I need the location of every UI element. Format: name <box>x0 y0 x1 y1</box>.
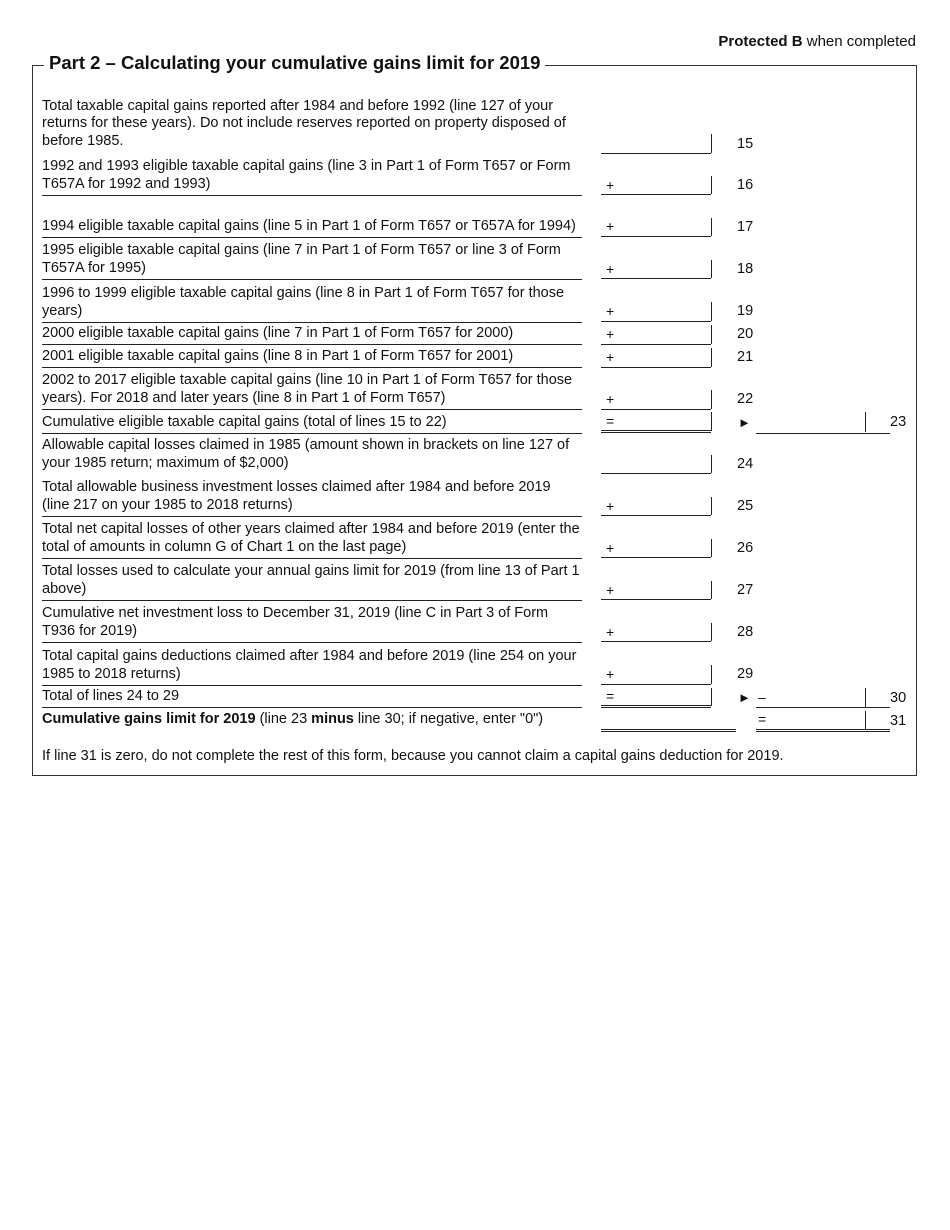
line-24-input[interactable] <box>601 472 711 474</box>
line-19-sign: + <box>606 303 615 319</box>
line-18-description: 1995 eligible taxable capital gains (line 7 in Part 1 of Form T657 or line 3 of Form T657A for 1995) <box>42 242 561 276</box>
line-30-number: 30 <box>890 690 907 706</box>
line-30-subtotal[interactable] <box>601 704 711 708</box>
line-30-description: Total of lines 24 to 29 <box>42 687 180 704</box>
line-28-number: 28 <box>737 624 754 640</box>
line-27-divider <box>711 581 712 599</box>
line-30-minus-sign: – <box>758 689 766 705</box>
line-31-right-divider <box>865 711 866 730</box>
line-20-input[interactable] <box>601 343 711 345</box>
line-20-number: 20 <box>737 326 754 342</box>
line-22-number: 22 <box>737 391 754 407</box>
line-21-number: 21 <box>737 349 754 365</box>
line-17-row <box>42 196 582 238</box>
line-16-sign: + <box>606 177 615 193</box>
line-15-description: Total taxable capital gains reported after 1984 and before 1992 (line 127 of your returns for these years). Do not include reserves reported on property disposed of before 1985. <box>42 97 566 149</box>
line-29-row <box>42 643 582 686</box>
line-16-row <box>42 154 582 196</box>
line-30-input[interactable] <box>756 706 890 708</box>
line-18-input[interactable] <box>601 277 711 279</box>
line-21-input[interactable] <box>601 366 711 368</box>
line-18-divider <box>711 260 712 278</box>
line-30-arrow-icon: ► <box>738 690 751 705</box>
line-21-description: 2001 eligible taxable capital gains (line 8 in Part 1 of Form T657 for 2001) <box>42 347 514 364</box>
line-21-sign: + <box>606 349 615 365</box>
line-23-description: Cumulative eligible taxable capital gains (total of lines 15 to 22) <box>42 413 447 430</box>
line-28-input[interactable] <box>601 640 711 642</box>
line-25-description: Total allowable business investment losses claimed after 1984 and before 2019 (line 217 on your 1985 to 2018 returns) <box>42 479 551 513</box>
line-29-number: 29 <box>737 666 754 682</box>
line-17-sign: + <box>606 218 615 234</box>
line-26-sign: + <box>606 540 615 556</box>
line-28-description: Cumulative net investment loss to December 31, 2019 (line C in Part 3 of Form T936 for 2019) <box>42 605 549 639</box>
line-21-divider <box>711 348 712 367</box>
line-30-sign: = <box>606 688 615 704</box>
line-19-number: 19 <box>737 303 754 319</box>
line-21-row <box>42 345 582 368</box>
line-19-description: 1996 to 1999 eligible taxable capital gains (line 8 in Part 1 of Form T657 for those years) <box>42 285 565 319</box>
line-17-number: 17 <box>737 219 754 235</box>
line-19-divider <box>711 302 712 321</box>
line-22-sign: + <box>606 391 615 407</box>
protected-b-label: Protected B when completed <box>718 33 916 50</box>
line-28-divider <box>711 623 712 641</box>
line-26-row <box>42 517 582 559</box>
line-23-divider <box>711 412 712 431</box>
line-28-sign: + <box>606 624 615 640</box>
line-16-description: 1992 and 1993 eligible taxable capital gains (line 3 in Part 1 of Form T657 or Form T657A for 1992 and 1993) <box>42 158 571 192</box>
line-18-row <box>42 238 582 280</box>
line-23-subtotal[interactable] <box>601 429 711 433</box>
line-15-input[interactable] <box>601 152 711 154</box>
line-27-sign: + <box>606 582 615 598</box>
line-16-divider <box>711 176 712 194</box>
line-16-number: 16 <box>737 177 754 193</box>
line-24-number: 24 <box>737 456 754 472</box>
line-29-divider <box>711 665 712 684</box>
line-19-row <box>42 280 582 323</box>
line-29-input[interactable] <box>601 683 711 685</box>
line-22-description: 2002 to 2017 eligible taxable capital gains (line 10 in Part 1 of Form T657 for those years). For 2018 and later years (line 8 in Part 1 of Form T657) <box>42 372 573 406</box>
line-27-number: 27 <box>737 582 754 598</box>
line-23-input[interactable] <box>756 432 890 434</box>
line-24-description: Allowable capital losses claimed in 1985 (amount shown in brackets on line 127 of your 1985 return; maximum of $2,000) <box>42 437 570 471</box>
line-25-divider <box>711 497 712 515</box>
line-15-divider <box>711 134 712 153</box>
line-26-divider <box>711 539 712 557</box>
line-20-description: 2000 eligible taxable capital gains (line 7 in Part 1 of Form T657 for 2000) <box>42 324 514 341</box>
line-26-number: 26 <box>737 540 754 556</box>
line-29-sign: + <box>606 666 615 682</box>
line-31-input[interactable] <box>756 728 890 732</box>
line-26-input[interactable] <box>601 556 711 558</box>
line-31-sign: = <box>758 711 767 727</box>
line-27-row <box>42 559 582 601</box>
line-27-input[interactable] <box>601 598 711 600</box>
line-17-description: 1994 eligible taxable capital gains (line 5 in Part 1 of Form T657 or T657A for 1994) <box>42 217 576 234</box>
line-25-number: 25 <box>737 498 754 514</box>
line-27-description: Total losses used to calculate your annual gains limit for 2019 (from line 13 of Part 1 above) <box>42 563 580 597</box>
line-23-right-divider <box>865 412 866 432</box>
line-29-description: Total capital gains deductions claimed after 1984 and before 2019 (line 254 on your 1985 to 2018 returns) <box>42 648 577 682</box>
line-20-divider <box>711 325 712 344</box>
line-30-right-divider <box>865 688 866 707</box>
line-17-divider <box>711 218 712 236</box>
line-23-row <box>42 410 582 434</box>
line-28-row <box>42 601 582 643</box>
line-25-input[interactable] <box>601 514 711 516</box>
line-23-arrow-icon: ► <box>738 415 751 430</box>
line-30-divider <box>711 688 712 706</box>
line-31-row <box>42 708 582 730</box>
line-20-sign: + <box>606 326 615 342</box>
line-31-left-rule <box>601 728 736 732</box>
line-25-sign: + <box>606 498 615 514</box>
line-24-row <box>42 434 582 474</box>
line-26-description: Total net capital losses of other years claimed after 1984 and before 2019 (enter the total of amounts in column G of Chart 1 on the last page) <box>42 521 580 555</box>
line-16-input[interactable] <box>601 193 711 195</box>
line-25-row <box>42 474 582 517</box>
part-title: Part 2 – Calculating your cumulative gains limit for 2019 <box>44 52 545 74</box>
line-22-divider <box>711 390 712 409</box>
line-23-number: 23 <box>890 414 907 430</box>
line-17-input[interactable] <box>601 235 711 237</box>
line-19-input[interactable] <box>601 320 711 322</box>
line-18-number: 18 <box>737 261 754 277</box>
line-22-input[interactable] <box>601 408 711 410</box>
line-18-sign: + <box>606 261 615 277</box>
line-15-row <box>42 92 582 154</box>
line-31-note: If line 31 is zero, do not complete the rest of this form, because you cannot claim a capital gains deduction for 2019. <box>42 748 784 764</box>
line-30-row <box>42 686 582 708</box>
line-15-number: 15 <box>737 136 754 152</box>
line-23-sign: = <box>606 413 615 429</box>
line-20-row <box>42 323 582 345</box>
line-24-divider <box>711 455 712 473</box>
line-31-description: Cumulative gains limit for 2019 (line 23 minus line 30; if negative, enter "0") <box>42 710 544 727</box>
line-22-row <box>42 368 582 410</box>
line-31-number: 31 <box>890 713 907 729</box>
